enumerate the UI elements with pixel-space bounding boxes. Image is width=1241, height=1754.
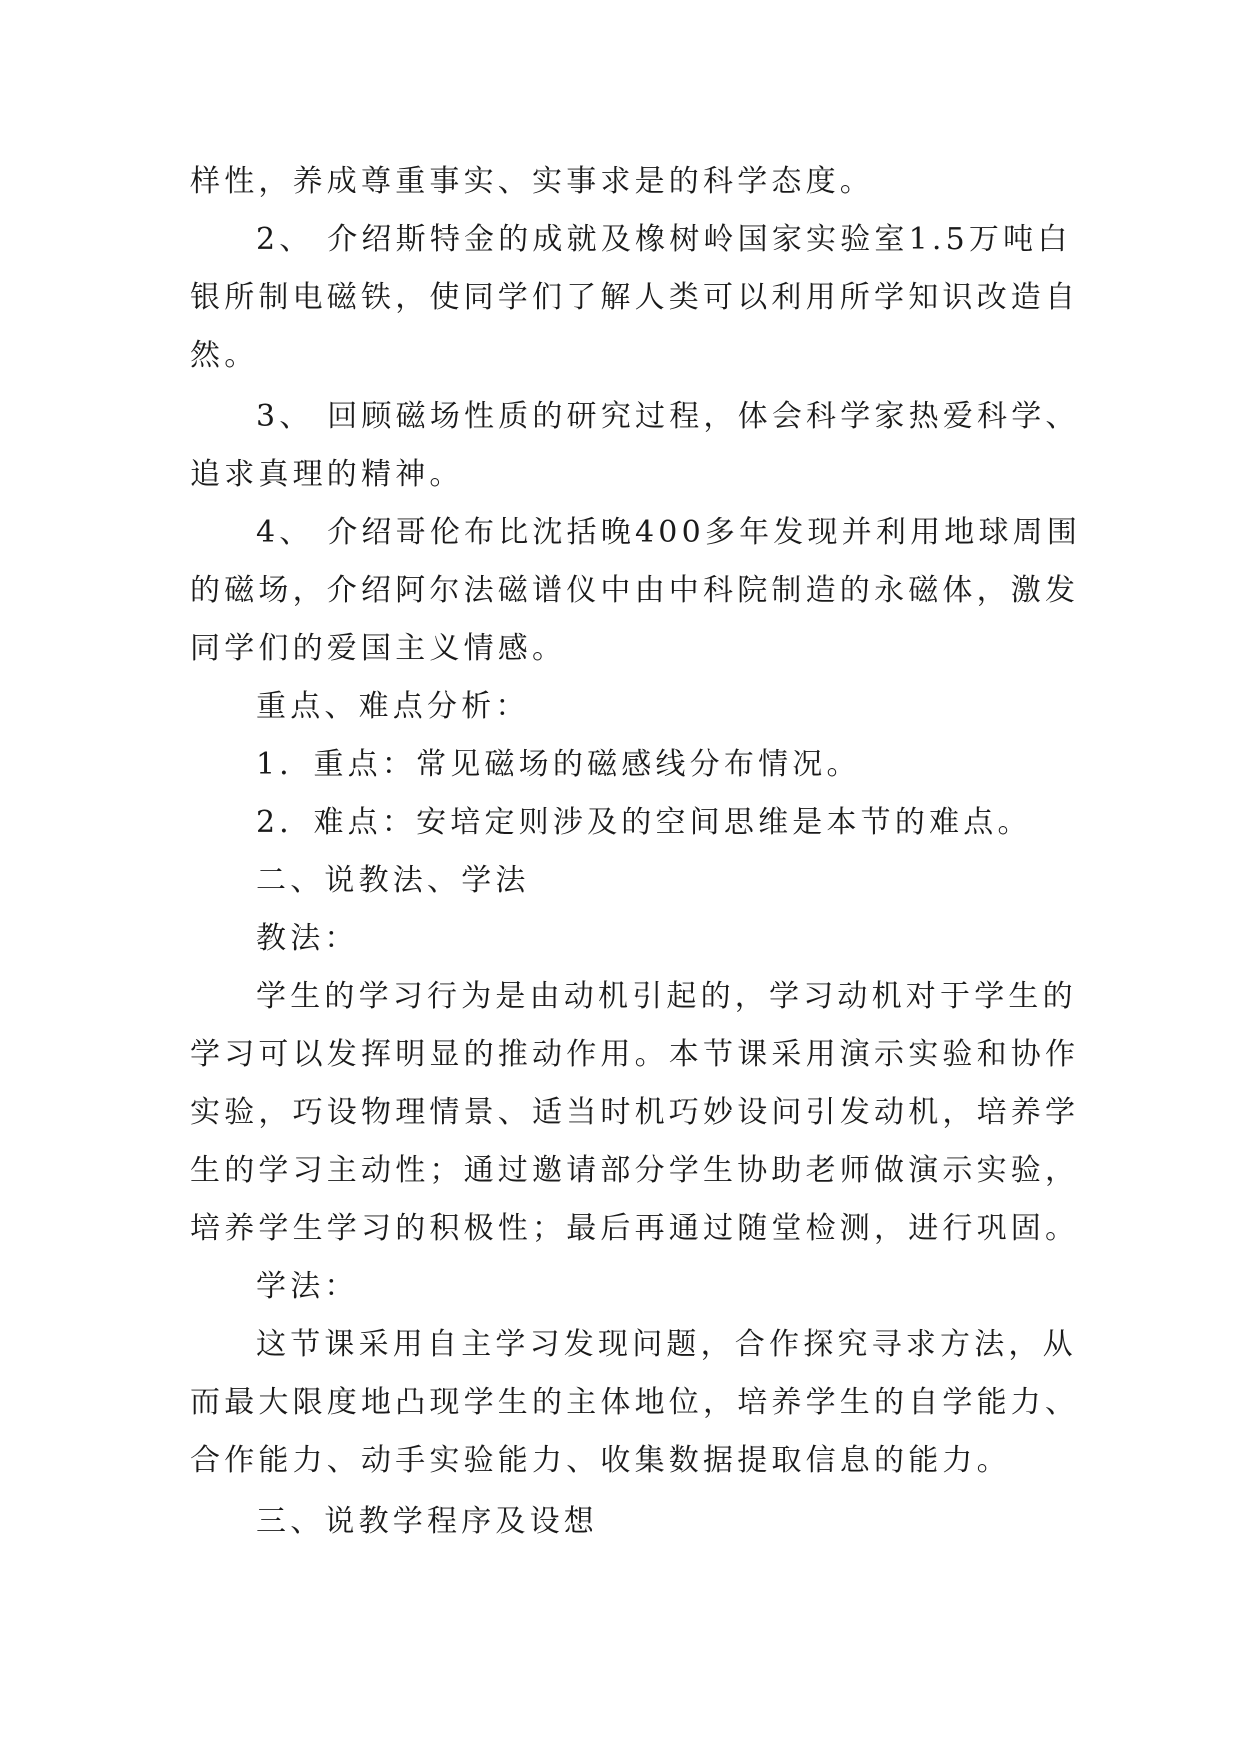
list-item: 2．难点：安培定则涉及的空间思维是本节的难点。	[256, 805, 1032, 840]
paragraph-line: 学习可以发挥明显的推动作用。本节课采用演示实验和协作	[190, 1037, 1080, 1072]
paragraph-line: 这节课采用自主学习发现问题，合作探究寻求方法，从	[256, 1327, 1077, 1362]
section-heading: 教法：	[256, 921, 359, 956]
section-heading: 学法：	[256, 1269, 359, 1304]
paragraph-line: 培养学生学习的积极性；最后再通过随堂检测，进行巩固。	[190, 1211, 1080, 1246]
paragraph-line: 同学们的爱国主义情感。	[190, 631, 567, 666]
paragraph-line: 的磁场，介绍阿尔法磁谱仪中由中科院制造的永磁体，激发	[190, 573, 1080, 608]
paragraph-line: 3、 回顾磁场性质的研究过程，体会科学家热爱科学、	[256, 399, 1080, 434]
paragraph-line: 追求真理的精神。	[190, 457, 464, 492]
section-heading: 三、说教学程序及设想	[256, 1504, 598, 1539]
paragraph-line: 而最大限度地凸现学生的主体地位，培养学生的自学能力、	[190, 1385, 1080, 1420]
paragraph-line: 然。	[190, 338, 259, 373]
paragraph-line: 2、 介绍斯特金的成就及橡树岭国家实验室1.5万吨白	[256, 222, 1072, 257]
section-heading: 二、说教法、学法	[256, 863, 530, 898]
paragraph-line: 学生的学习行为是由动机引起的，学习动机对于学生的	[256, 979, 1077, 1014]
list-item: 1．重点：常见磁场的磁感线分布情况。	[256, 747, 861, 782]
paragraph-line: 实验，巧设物理情景、适当时机巧妙设问引发动机，培养学	[190, 1095, 1080, 1130]
paragraph-line: 生的学习主动性；通过邀请部分学生协助老师做演示实验，	[190, 1153, 1080, 1188]
paragraph-line: 样性，养成尊重事实、实事求是的科学态度。	[190, 164, 874, 199]
section-heading: 重点、难点分析：	[256, 689, 530, 724]
paragraph-line: 合作能力、动手实验能力、收集数据提取信息的能力。	[190, 1443, 1011, 1478]
paragraph-line: 银所制电磁铁，使同学们了解人类可以利用所学知识改造自	[190, 280, 1080, 315]
paragraph-line: 4、 介绍哥伦布比沈括晚400多年发现并利用地球周围	[256, 515, 1082, 550]
